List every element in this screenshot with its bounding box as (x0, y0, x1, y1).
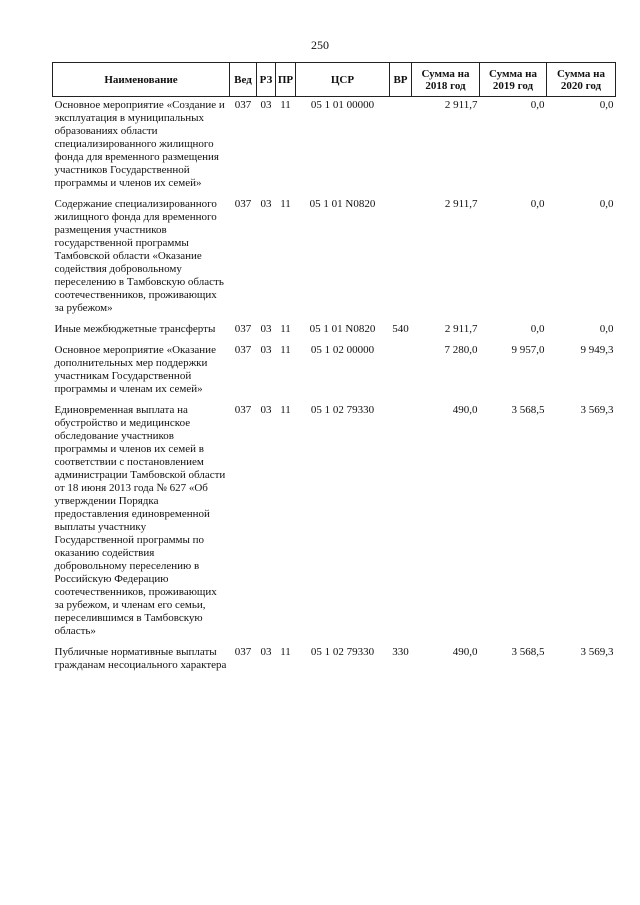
row-name: Содержание специализированного жилищного фонда для временного размещения участников государственной программы Тамбовской области «Оказание содействия добровольному переселению в Тамбовскую область соотечественников, проживающих за рубежом» (54, 198, 224, 314)
table-header-row (53, 63, 616, 97)
header-sum-2020: Сумма на 2020 год (547, 63, 616, 97)
row-vr (390, 196, 412, 321)
row-vr (390, 342, 412, 402)
row-pr: 11 (280, 99, 291, 111)
table-row (53, 321, 616, 342)
row-name: Иные межбюджетные трансферты (54, 323, 216, 335)
row-sum-2018: 490,0 (452, 404, 478, 416)
row-rz: 03 (260, 404, 272, 416)
header-name: Наименование (53, 63, 230, 97)
row-sum-2018: 7 280,0 (444, 344, 478, 356)
table-row (53, 644, 616, 678)
row-ved: 037 (234, 646, 252, 658)
row-csr: 05 1 02 79330 (310, 646, 375, 658)
row-ved: 037 (234, 344, 252, 356)
page-number: 250 (311, 38, 329, 52)
row-sum-2019: 0,0 (530, 198, 545, 210)
row-sum-2019: 3 568,5 (511, 404, 545, 416)
table-row (53, 97, 616, 197)
header-rz: РЗ (257, 63, 276, 97)
row-csr: 05 1 01 N0820 (309, 198, 376, 210)
row-sum-2019: 3 568,5 (511, 646, 545, 658)
row-rz: 03 (260, 198, 272, 210)
row-csr: 05 1 01 N0820 (309, 323, 376, 335)
row-name: Единовременная выплата на обустройство и медицинское обследование участников программы и членов их семей в соответствии с постановлением администрации Тамбовской области от 18 июня 2013 года № 627 «Об утверждении Порядка предоставления единовременной выплаты участнику Государственной программы по оказанию содействия добровольному переселению в Российскую Федерацию соотечественников, проживающих за рубежом, и членам его семьи, переселившимся в Тамбовскую область» (54, 404, 226, 637)
row-name: Основное мероприятие «Создание и эксплуатация в муниципальных образованиях области специализированного жилищного фонда для временного размещения участников Государственной программы и членов их семей» (54, 99, 225, 189)
header-vr: ВР (390, 63, 412, 97)
header-pr: ПР (276, 63, 296, 97)
budget-table (52, 62, 616, 678)
row-sum-2018: 2 911,7 (444, 323, 478, 335)
row-csr: 05 1 01 00000 (310, 99, 375, 111)
row-ved: 037 (234, 198, 252, 210)
row-sum-2018: 2 911,7 (444, 99, 478, 111)
header-ved: Вед (230, 63, 257, 97)
row-name: Публичные нормативные выплаты гражданам несоциального характера (54, 646, 227, 671)
row-sum-2018: 490,0 (452, 646, 478, 658)
row-csr: 05 1 02 79330 (310, 404, 375, 416)
table-row (53, 402, 616, 644)
row-sum-2019: 0,0 (530, 99, 545, 111)
row-sum-2020: 0,0 (599, 323, 614, 335)
row-csr: 05 1 02 00000 (310, 344, 375, 356)
header-sum-2018: Сумма на 2018 год (412, 63, 480, 97)
row-pr: 11 (280, 344, 291, 356)
row-vr (390, 402, 412, 644)
row-rz: 03 (260, 646, 272, 658)
row-sum-2020: 9 949,3 (580, 344, 614, 356)
row-sum-2019: 9 957,0 (511, 344, 545, 356)
row-rz: 03 (260, 344, 272, 356)
header-sum-2019: Сумма на 2019 год (480, 63, 547, 97)
row-sum-2020: 3 569,3 (580, 646, 614, 658)
table-row (53, 342, 616, 402)
row-pr: 11 (280, 646, 291, 658)
row-ved: 037 (234, 404, 252, 416)
row-vr: 330 (392, 646, 409, 658)
row-vr (390, 97, 412, 197)
row-rz: 03 (260, 323, 272, 335)
row-rz: 03 (260, 99, 272, 111)
row-ved: 037 (234, 323, 252, 335)
header-csr: ЦСР (296, 63, 390, 97)
row-sum-2019: 0,0 (530, 323, 545, 335)
table-row (53, 196, 616, 321)
row-sum-2020: 3 569,3 (580, 404, 614, 416)
row-vr: 540 (392, 323, 409, 335)
row-sum-2018: 2 911,7 (444, 198, 478, 210)
row-pr: 11 (280, 404, 291, 416)
row-sum-2020: 0,0 (599, 99, 614, 111)
row-pr: 11 (280, 198, 291, 210)
row-pr: 11 (280, 323, 291, 335)
row-name: Основное мероприятие «Оказание дополнительных мер поддержки участникам Государственной программы и членам их семей» (54, 344, 216, 395)
row-sum-2020: 0,0 (599, 198, 614, 210)
row-ved: 037 (234, 99, 252, 111)
